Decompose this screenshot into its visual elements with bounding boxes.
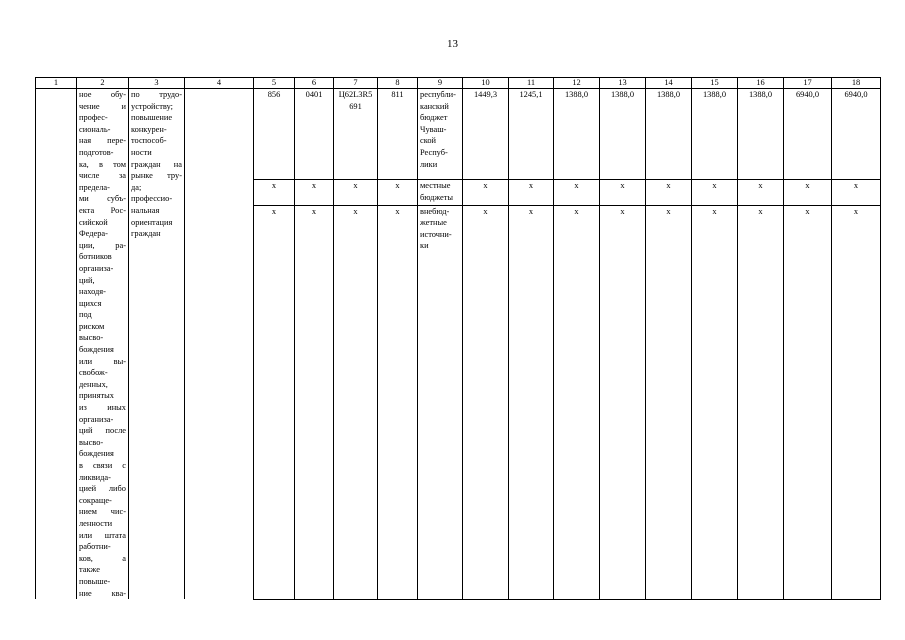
text-line: находя-: [79, 287, 106, 297]
table-cell: [334, 257, 378, 599]
column-header: 3: [129, 78, 185, 89]
cell-line: Ц62L3R5: [338, 90, 373, 99]
text-line: ка, в том: [79, 159, 126, 169]
table-cell: x: [509, 180, 554, 205]
column-header: 2: [77, 78, 129, 89]
text-line: Федера-: [79, 229, 108, 239]
text-line: сийской: [79, 217, 108, 227]
cell-line: источни-: [420, 229, 452, 239]
table-cell: [832, 257, 881, 599]
table-cell: x: [784, 205, 832, 257]
cell-lines: [336, 180, 375, 192]
text-line: профес-: [79, 113, 108, 123]
table-cell: x: [600, 205, 646, 257]
table-cell: [334, 180, 378, 205]
column-header: 8: [378, 78, 418, 89]
text-line: повышение: [131, 113, 173, 123]
column-header: 17: [784, 78, 832, 89]
table-cell: 1388,0: [692, 89, 738, 180]
text-line: из иных: [79, 403, 126, 413]
text-line: ликвида-: [79, 472, 111, 482]
col3-text: [129, 89, 185, 600]
text-line: ориентация: [131, 217, 173, 227]
text-line: нальная: [131, 205, 160, 215]
text-line: повыше-: [79, 576, 111, 586]
table-cell: x: [646, 180, 692, 205]
text-line: высво-: [79, 333, 104, 343]
text-line: или штата: [79, 530, 126, 540]
table-cell: x: [254, 205, 295, 257]
text-line: под: [79, 310, 92, 320]
table-cell: 1388,0: [738, 89, 784, 180]
table-cell: 811: [378, 89, 418, 180]
table-cell: x: [509, 205, 554, 257]
text-line: ции, ра-: [79, 240, 126, 250]
table-cell: x: [832, 205, 881, 257]
cell-lines: [336, 206, 375, 218]
header-row: [36, 78, 881, 89]
table-cell: x: [378, 180, 418, 205]
cell-line: бюджет: [420, 113, 448, 123]
text-line: чение и: [79, 101, 126, 111]
cell-line: x: [353, 206, 358, 216]
table-cell: x: [832, 180, 881, 205]
text-line: работни-: [79, 542, 111, 552]
column-header: 6: [295, 78, 334, 89]
table-cell: [418, 89, 463, 180]
col1-cell: [36, 89, 77, 600]
text-line: да;: [131, 182, 142, 192]
table-row: [36, 89, 881, 180]
text-line: ций после: [79, 426, 126, 436]
text-line: цией либо: [79, 484, 126, 494]
cell-line: бюджеты: [420, 193, 454, 203]
column-header: 5: [254, 78, 295, 89]
text-line: екта Рос-: [79, 205, 126, 215]
column-header: 15: [692, 78, 738, 89]
table-cell: x: [738, 180, 784, 205]
column-header: 14: [646, 78, 692, 89]
table-cell: 1245,1: [509, 89, 554, 180]
text-line: риском: [79, 321, 105, 331]
cell-line: Респуб-: [420, 147, 448, 157]
budget-table: [35, 77, 881, 600]
column-header: 16: [738, 78, 784, 89]
text-line: ленности: [79, 518, 113, 528]
text-line: организа-: [79, 414, 114, 424]
table-cell: x: [784, 180, 832, 205]
table-cell: [784, 257, 832, 599]
text-line: высво-: [79, 437, 104, 447]
table-cell: 1388,0: [646, 89, 692, 180]
column-header: 13: [600, 78, 646, 89]
table-cell: x: [600, 180, 646, 205]
text-line: граждан на: [131, 159, 182, 169]
cell-line: ки: [420, 241, 429, 251]
text-line: числе за: [79, 171, 126, 181]
table-cell: [418, 257, 463, 599]
table-cell: [509, 257, 554, 599]
cell-line: местные: [420, 181, 451, 191]
cell-lines: [420, 180, 460, 203]
text-line: рынке тру-: [131, 171, 182, 181]
column-header: 9: [418, 78, 463, 89]
text-line: или вы-: [79, 356, 126, 366]
text-line: бождения: [79, 449, 114, 459]
col2-text: [77, 89, 129, 600]
table-cell: 1388,0: [600, 89, 646, 180]
cell-line: x: [353, 181, 358, 191]
table-cell: [334, 89, 378, 180]
text-line: в связи с: [79, 461, 126, 470]
text-line: ная пере-: [79, 136, 126, 146]
text-line: тоспособ-: [131, 136, 167, 146]
cell-line: ской: [420, 136, 437, 146]
table-cell: x: [554, 180, 600, 205]
column-header: 18: [832, 78, 881, 89]
text-line: подготов-: [79, 147, 114, 157]
table-cell: x: [463, 180, 509, 205]
text-line: ботников: [79, 252, 112, 262]
column-header: 12: [554, 78, 600, 89]
column-header: 11: [509, 78, 554, 89]
table-cell: x: [646, 205, 692, 257]
table-cell: x: [554, 205, 600, 257]
table-cell: [334, 205, 378, 257]
text-line: организа-: [79, 263, 114, 273]
table-cell: [254, 257, 295, 599]
table-cell: [692, 257, 738, 599]
table-cell: x: [295, 205, 334, 257]
text-line: ности: [131, 147, 152, 157]
table-cell: [418, 180, 463, 205]
table-cell: [418, 205, 463, 257]
text-line: профессио-: [131, 194, 173, 204]
table-cell: [378, 257, 418, 599]
cell-lines: [420, 206, 460, 252]
table-cell: [463, 257, 509, 599]
table-cell: 1388,0: [554, 89, 600, 180]
table-cell: x: [692, 180, 738, 205]
table-cell: 856: [254, 89, 295, 180]
cell-line: республи-: [420, 90, 456, 99]
text-line: бождения: [79, 345, 114, 355]
table-cell: 6940,0: [784, 89, 832, 180]
text-line: сиональ-: [79, 124, 111, 134]
page-number: 13: [447, 38, 458, 50]
text-line: ное обу-: [79, 90, 126, 99]
column-header: 10: [463, 78, 509, 89]
column-header: 4: [185, 78, 254, 89]
text-line: по трудо-: [131, 90, 182, 99]
table-cell: [738, 257, 784, 599]
cell-line: Чуваш-: [420, 124, 447, 134]
text-line: принятых: [79, 391, 114, 401]
cell-line: 691: [349, 101, 362, 111]
text-line: пределa-: [79, 182, 110, 192]
col3-lines: [131, 89, 182, 240]
text-line: свобож-: [79, 368, 108, 378]
cell-lines: [420, 89, 460, 170]
table-cell: [554, 257, 600, 599]
table-cell: [646, 257, 692, 599]
text-line: сокраще-: [79, 495, 112, 505]
cell-line: внебюд-: [420, 206, 450, 216]
text-line: устройству;: [131, 101, 173, 111]
text-line: ние ква-: [79, 588, 126, 598]
text-line: нием чис-: [79, 507, 126, 517]
column-header: 7: [334, 78, 378, 89]
table-cell: 6940,0: [832, 89, 881, 180]
text-line: граждан: [131, 229, 161, 239]
cell-line: жетные: [420, 218, 447, 228]
text-line: ций,: [79, 275, 95, 285]
text-line: денных,: [79, 379, 108, 389]
table-cell: 1449,3: [463, 89, 509, 180]
text-line: конкурен-: [131, 124, 167, 134]
text-line: также: [79, 565, 100, 575]
table-cell: [295, 257, 334, 599]
table-cell: x: [378, 205, 418, 257]
table-cell: [600, 257, 646, 599]
text-line: ми субъ-: [79, 194, 126, 204]
table-cell: x: [738, 205, 784, 257]
table-cell: x: [254, 180, 295, 205]
text-line: щихся: [79, 298, 102, 308]
cell-line: канский: [420, 101, 449, 111]
col4-cell: [185, 89, 254, 600]
table-cell: x: [295, 180, 334, 205]
table-cell: x: [692, 205, 738, 257]
table-cell: 0401: [295, 89, 334, 180]
column-header: 1: [36, 78, 77, 89]
col2-lines: [79, 89, 126, 599]
cell-lines: [336, 89, 375, 112]
text-line: ков, а: [79, 553, 126, 563]
table-cell: x: [463, 205, 509, 257]
cell-line: лики: [420, 159, 438, 169]
